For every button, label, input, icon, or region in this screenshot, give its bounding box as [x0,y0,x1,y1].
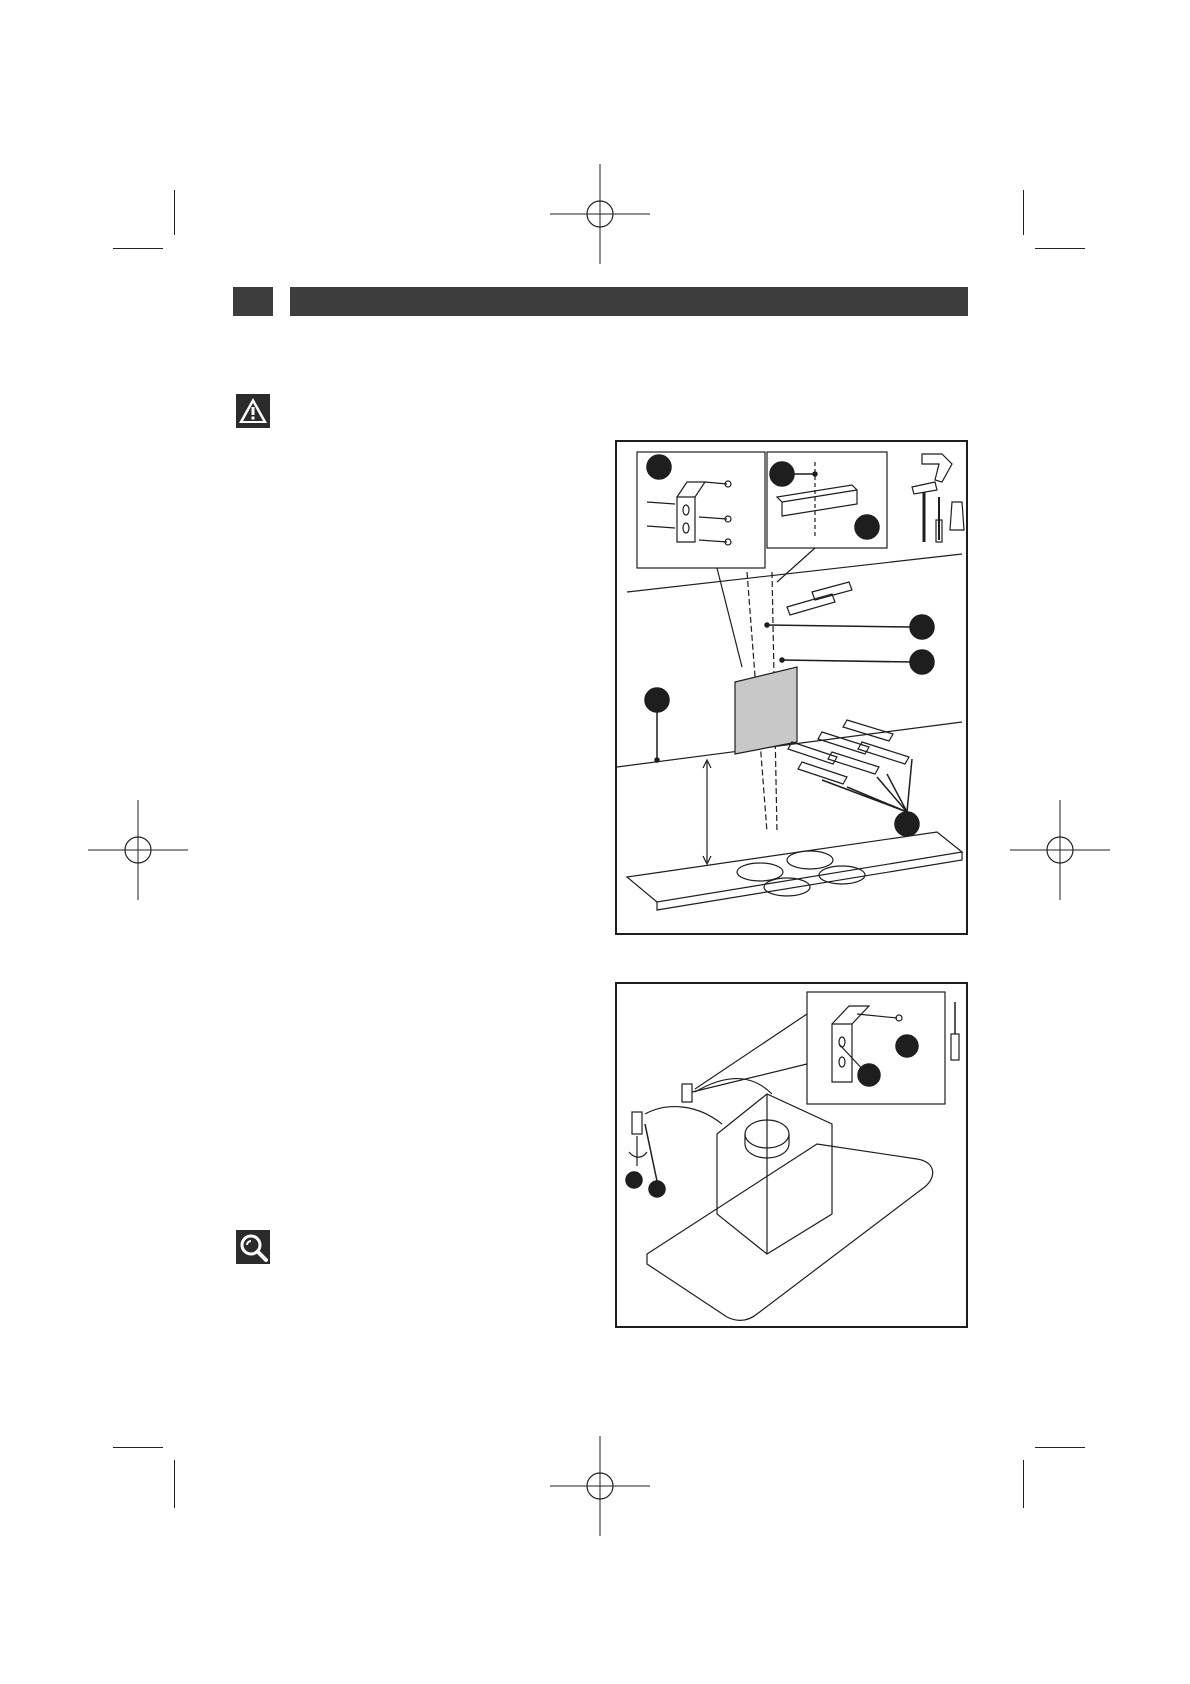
registration-mark-bottom [550,1436,650,1536]
crop-mark-top-left-vertical [174,190,175,235]
crop-mark-bottom-left-horizontal [113,1447,163,1448]
section-number-block [233,287,273,316]
wall-bracket-installation-figure [615,440,968,935]
section-title-bar [290,287,968,316]
crop-mark-top-left-horizontal [113,248,163,249]
registration-mark-right [1010,800,1110,900]
crop-mark-bottom-right-horizontal [1035,1447,1085,1448]
registration-mark-left [88,800,188,900]
crop-mark-top-right-horizontal [1035,248,1085,249]
warning-triangle-icon [236,394,270,428]
crop-mark-bottom-right-vertical [1023,1460,1024,1508]
crop-mark-bottom-left-vertical [174,1460,175,1508]
registration-mark-top [550,164,650,264]
magnifier-icon [236,1230,270,1264]
hook-detail-inset [807,992,945,1104]
crop-mark-top-right-vertical [1023,190,1024,235]
hood-mounting-figure [615,982,968,1328]
